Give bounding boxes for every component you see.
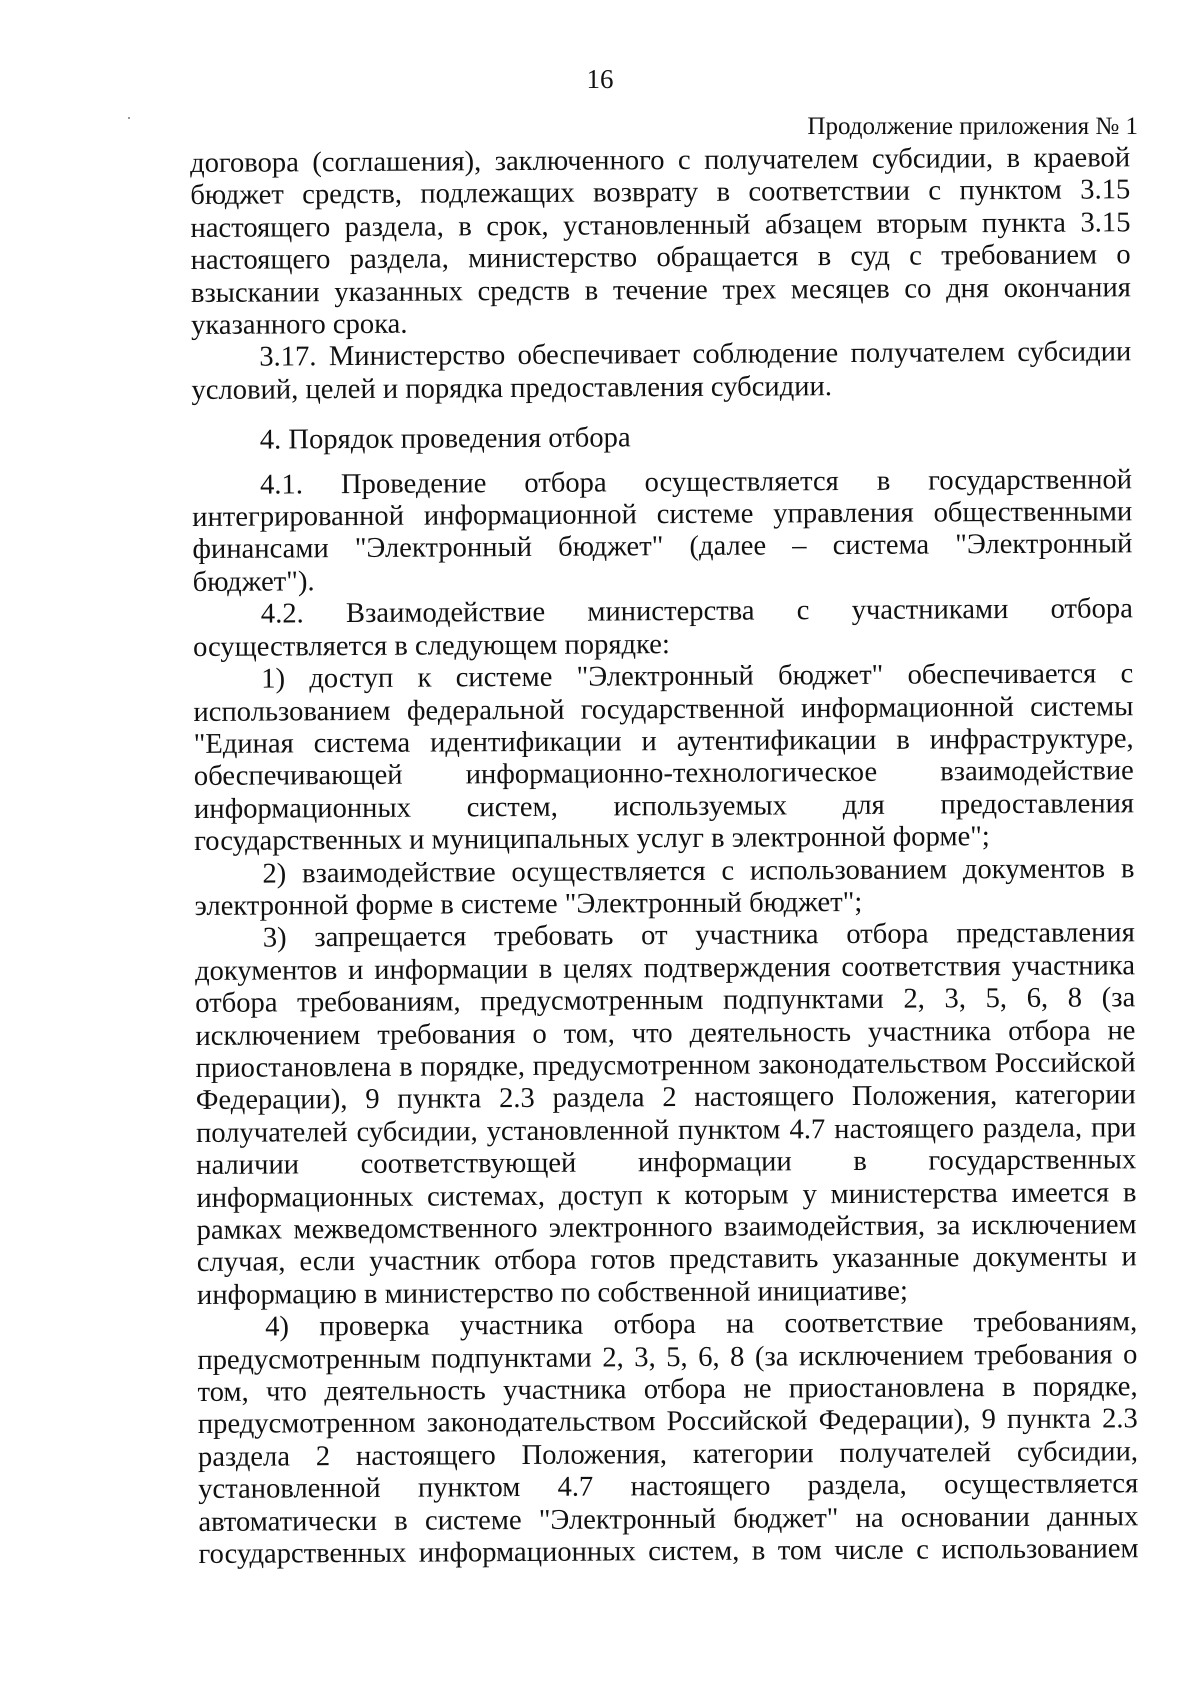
list-item-1: 1) доступ к системе "Электронный бюджет" обеспечивается с использованием федеральной государственной информационной системы "Единая система идентификации и аутентификации в инфраструктуре, обеспечивающей информационно-технологическое взаимодействие информационных систем, используемых для предоставления государственных и муниципальных услуг в электронной форме"; (193, 658, 1135, 858)
list-item-4: 4) проверка участника отбора на соответствие требованиям, предусмотренным подпунктами 2, 3, 5, 6, 8 (за исключением требования о том, что деятельность участника отбора не приостановлена в порядке, предусмотренном законодательством Российской Федерации), 9 пункта 2.3 раздела 2 настоящего Положения, категории получателей субсидии, установленной пунктом 4.7 настоящего раздела, осуществляется автоматически в системе "Электронный бюджет" на основании данных государственных информационных систем, в том числе с использованием (197, 1306, 1139, 1571)
list-item-3: 3) запрещается требовать от участника отбора представления документов и информации в целях подтверждения соответствия участника отбора требованиям, предусмотренным подпунктами 2, 3, 5, 6, 8 (за исключением требования о том, что деятельность участника отбора не приостановлена в порядке, предусмотренном законодательством Российской Федерации), 9 пункта 2.3 раздела 2 настоящего Положения, категории получателей субсидии, установленной пунктом 4.7 настоящего раздела, при наличии соответствующей информации в государственных информационных системах, доступ к которым у министерства имеется в рамках межведомственного электронного взаимодействия, за исключением случая, если участник отбора готов представить указанные документы и информацию в министерство по собственной инициативе; (194, 917, 1137, 1311)
list-item-2: 2) взаимодействие осуществляется с использованием документов в электронной форме в системе "Электронный бюджет"; (194, 852, 1135, 922)
document-body (190, 142, 1139, 1571)
scan-speck (128, 117, 130, 119)
paragraph-3-16-continued: договора (соглашения), заключенного с получателем субсидии, в краевой бюджет средств, подлежащих возврату в соответствии с пунктом 3.15 настоящего раздела, в срок, установленный абзацем вторым пункта 3.15 настоящего раздела, министерство обращается в суд с требованием о взыскании указанных средств в течение трех месяцев со дня окончания указанного срока. (190, 142, 1131, 342)
paragraph-4-1: 4.1. Проведение отбора осуществляется в государственной интегрированной информационной системе управления общественными финансами "Электронный бюджет" (далее – система "Электронный бюджет"). (192, 463, 1133, 598)
section-heading-4: 4. Порядок проведения отбора (259, 422, 631, 456)
paragraph-4-2: 4.2. Взаимодействие министерства с участниками отбора осуществляется в следующем порядке: (192, 593, 1133, 663)
page-number: 16 (586, 64, 614, 94)
paragraph-3-17: 3.17. Министерство обеспечивает соблюдение получателем субсидии условий, целей и порядка предоставления субсидии. (191, 336, 1132, 406)
appendix-continuation-label: Продолжение приложения № 1 (807, 113, 1138, 140)
